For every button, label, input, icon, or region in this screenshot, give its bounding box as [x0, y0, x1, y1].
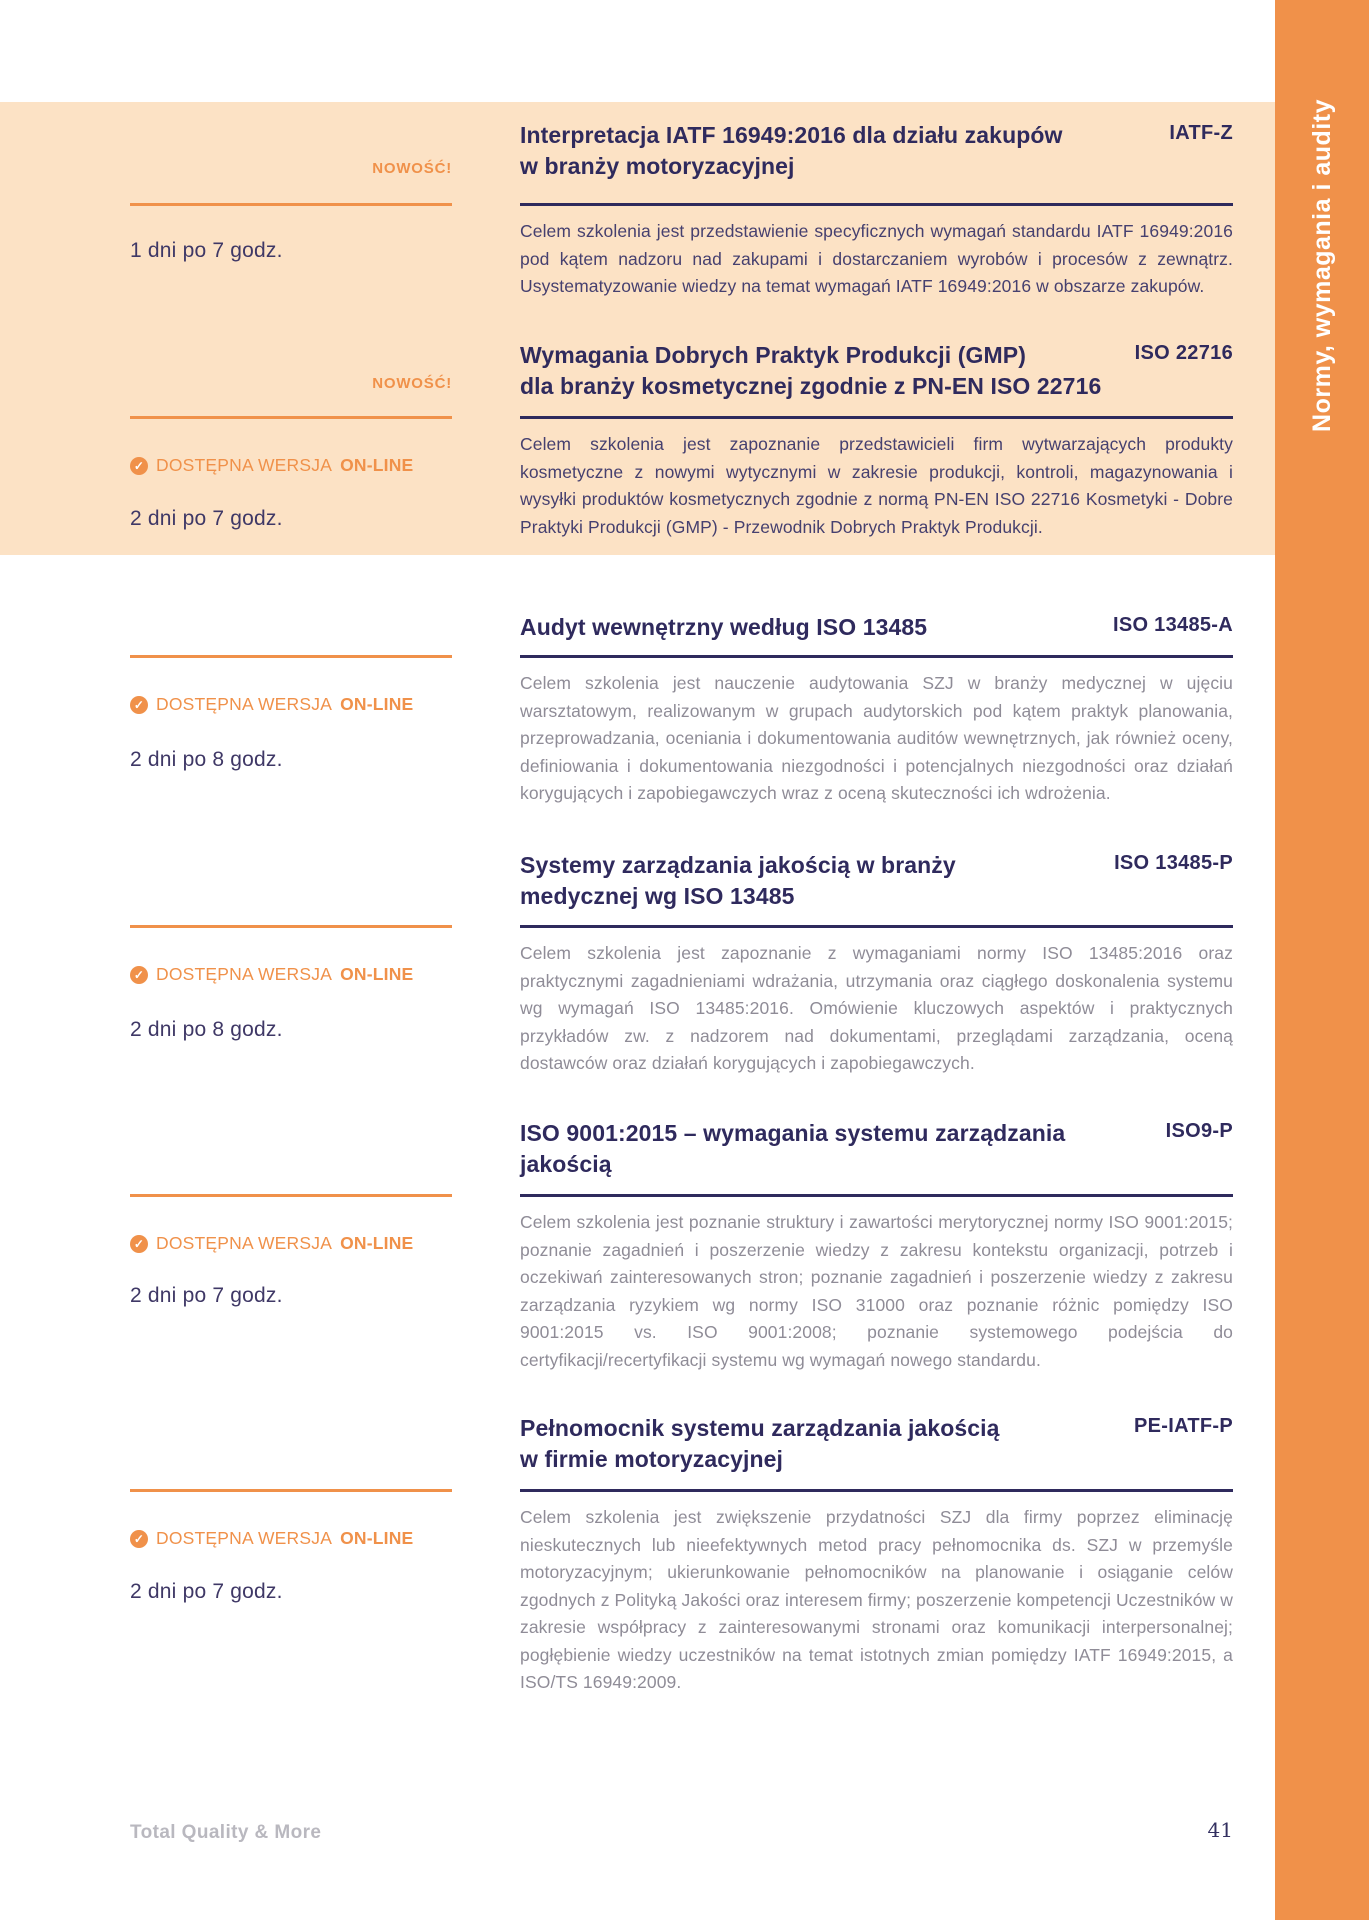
course-duration: 2 dni po 7 godz.	[130, 1284, 283, 1307]
online-check-icon: ✓	[130, 1530, 148, 1548]
category-side-tab	[1275, 0, 1369, 1920]
title-underline	[520, 203, 1233, 206]
category-label: Normy, wymagania i audity	[1307, 98, 1336, 432]
course-title-line: jakością	[520, 1151, 612, 1177]
online-check-icon: ✓	[130, 966, 148, 984]
online-label-bold: ON-LINE	[340, 694, 414, 714]
left-rule	[130, 203, 452, 206]
online-label: DOSTĘPNA WERSJA	[156, 1233, 333, 1253]
course-header	[520, 850, 1233, 912]
course-title-line: dla branży kosmetycznej zgodnie z PN-EN ISO 22716	[520, 373, 1102, 399]
course-duration: 2 dni po 7 godz.	[130, 507, 283, 530]
online-label-bold: ON-LINE	[340, 1528, 414, 1548]
left-rule	[130, 1194, 452, 1197]
title-underline	[520, 1489, 1233, 1492]
online-availability	[130, 455, 470, 476]
course-title-line: ISO 9001:2015 – wymagania systemu zarządzania	[520, 1120, 1066, 1146]
course-title	[520, 120, 1233, 182]
online-availability	[130, 694, 470, 715]
course-code: ISO 13485-P	[1114, 852, 1233, 874]
course-description: Celem szkolenia jest przedstawienie specyficznych wymagań standardu IATF 16949:2016 pod kątem nadzoru nad zakupami i dostarczaniem wyrobów i procesów z zewnątrz. Usystematyzowanie wiedzy na temat wymagań IATF 16949:2016 w obszarze zakupów.	[520, 221, 1233, 296]
online-label: DOSTĘPNA WERSJA	[156, 1528, 333, 1548]
page-number: 41	[1207, 1818, 1233, 1842]
left-rule	[130, 1489, 452, 1492]
course-title-line: medycznej wg ISO 13485	[520, 883, 795, 909]
online-label-bold: ON-LINE	[340, 1233, 414, 1253]
left-rule	[130, 655, 452, 658]
course-code: IATF-Z	[1169, 122, 1233, 144]
course-code: PE-IATF-P	[1134, 1415, 1233, 1437]
title-underline	[520, 1194, 1233, 1197]
course-code: ISO 22716	[1134, 342, 1233, 364]
course-header	[520, 1118, 1233, 1180]
online-check-icon: ✓	[130, 696, 148, 714]
online-label-bold: ON-LINE	[340, 964, 414, 984]
course-description: Celem szkolenia jest nauczenie audytowania SZJ w branży medycznej w ujęciu warsztatowym, realizowanym w grupach audytorskich pod kątem praktyk planowania, przeprowadzania, oceniania i dokumentowania auditów wewnętrznych, jak również oceny, definiowania i dokumentowania niezgodności i potencjalnych niezgodności oraz działań korygujących i zapobiegawczych wraz z oceną skuteczności ich wdrożenia.	[520, 673, 1233, 803]
course-header	[520, 340, 1233, 402]
online-check-icon: ✓	[130, 457, 148, 475]
course-description: Celem szkolenia jest zapoznanie z wymaganiami normy ISO 13485:2016 oraz praktycznymi zagadnieniami wdrażania, utrzymania oraz ciągłego doskonalenia systemu wg wymagań ISO 13485:2016. Omówienie kluczowych aspektów i praktycznych przykładów zw. z nadzorem nad dokumentami, przeglądami zarządzania, oceną dostawców oraz działań korygujących i zapobiegawczych.	[520, 943, 1233, 1073]
title-underline	[520, 416, 1233, 419]
course-duration: 2 dni po 8 godz.	[130, 748, 283, 771]
course-title-line: Systemy zarządzania jakością w branży	[520, 852, 956, 878]
left-rule	[130, 925, 452, 928]
course-duration: 2 dni po 8 godz.	[130, 1018, 283, 1041]
course-code: ISO9-P	[1165, 1120, 1233, 1142]
course-title-line: Pełnomocnik systemu zarządzania jakością	[520, 1415, 1000, 1441]
title-underline	[520, 655, 1233, 658]
left-rule	[130, 416, 452, 419]
course-title	[520, 1413, 1233, 1475]
course-title	[520, 340, 1233, 402]
online-label-bold: ON-LINE	[340, 455, 414, 475]
course-header	[520, 612, 1233, 643]
online-label: DOSTĘPNA WERSJA	[156, 455, 333, 475]
course-duration: 1 dni po 7 godz.	[130, 239, 283, 262]
online-availability	[130, 964, 470, 985]
footer-brand: Total Quality & More	[130, 1822, 322, 1843]
course-description: Celem szkolenia jest poznanie struktury i zawartości merytorycznej normy ISO 9001:2015; poznanie zagadnień i poszerzenie wiedzy z zakresu kontekstu organizacji, potrzeb i oczekiwań zainteresowanych stron; poznanie zagadnień i poszerzenie wiedzy z zakresu zarządzania ryzykiem wg normy ISO 31000 oraz poznanie różnic pomiędzy ISO 9001:2015 vs. ISO 9001:2008; poznanie systemowego podejścia do certyfikacji/recertyfikacji systemu wg wymagań nowego standardu.	[520, 1212, 1233, 1370]
course-title-line: w branży motoryzacyjnej	[520, 153, 795, 179]
category-label-wrap	[1275, 0, 1369, 530]
course-title-line: Interpretacja IATF 16949:2016 dla działu zakupów	[520, 122, 1063, 148]
course-title-line: Wymagania Dobrych Praktyk Produkcji (GMP)	[520, 342, 1026, 368]
online-availability	[130, 1233, 470, 1254]
course-description: Celem szkolenia jest zapoznanie przedstawicieli firm wytwarzających produkty kosmetyczne z nowymi wytycznymi w zakresie produkcji, kontroli, magazynowania i wysyłki produktów kosmetycznych zgodnie z normą PN-EN ISO 22716 Kosmetyki - Dobre Praktyki Produkcji (GMP) - Przewodnik Dobrych Praktyk Produkcji.	[520, 434, 1233, 537]
course-code: ISO 13485-A	[1112, 614, 1233, 636]
course-header	[520, 120, 1233, 182]
course-description: Celem szkolenia jest zwiększenie przydatności SZJ dla firmy poprzez eliminację nieskutecznych lub nieefektywnych metod pracy pełnomocnika ds. SZJ w przemyśle motoryzacyjnym; ukierunkowanie pełnomocników na planowanie i osiąganie celów zgodnych z Polityką Jakości oraz interesem firmy; poszerzenie kompetencji Uczestników w zakresie współpracy z zainteresowanymi stronami oraz komunikacji interpersonalnej; pogłębienie wiedzy uczestników na temat istotnych zmian pomiędzy IATF 16949:2015, a ISO/TS 16949:2009.	[520, 1507, 1233, 1692]
course-title-line: w firmie motoryzacyjnej	[520, 1446, 784, 1472]
title-underline	[520, 925, 1233, 928]
online-label: DOSTĘPNA WERSJA	[156, 964, 333, 984]
new-badge: NOWOŚĆ!	[372, 160, 452, 177]
course-title	[520, 1118, 1233, 1180]
online-check-icon: ✓	[130, 1235, 148, 1253]
online-label: DOSTĘPNA WERSJA	[156, 694, 333, 714]
course-header	[520, 1413, 1233, 1475]
new-badge: NOWOŚĆ!	[372, 375, 452, 392]
course-title-line: Audyt wewnętrzny według ISO 13485	[520, 614, 928, 640]
online-availability	[130, 1528, 470, 1549]
course-duration: 2 dni po 7 godz.	[130, 1580, 283, 1603]
